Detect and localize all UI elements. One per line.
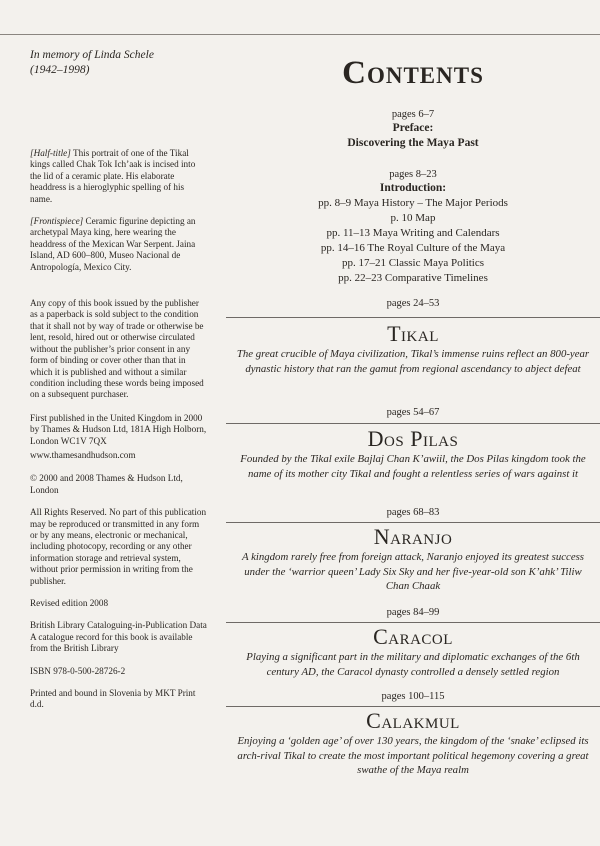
preface-block — [226, 108, 600, 151]
section-pages: pages 100–115 — [381, 691, 445, 702]
intro-item: pp. 17–21 Classic Maya Politics — [341, 257, 485, 269]
copyright-line: © 2000 and 2008 Thames & Hudson Ltd, London — [30, 473, 183, 495]
section-dos-pilas-body — [226, 426, 600, 481]
section-description: Playing a significant part in the military and diplomatic exchanges of the 6th century AD, the Caracol dynasty controlled a densely settled region — [246, 651, 580, 678]
intro-pages: pages 8–23 — [389, 169, 437, 180]
printed-by: Printed and bound in Slovenia by MKT Print d.d. — [30, 688, 196, 710]
intro-item: pp. 14–16 The Royal Culture of the Maya — [320, 242, 506, 254]
section-title: Calakmul — [366, 708, 460, 733]
rights-notice: All Rights Reserved. No part of this publication may be reproduced or transmitted in any form or by any means, electronic or mechanical, including photocopy, recording or any other information storage and retrieval system, without prior permission in writing from the publisher. — [30, 507, 207, 586]
frontispiece-text: Ceramic figurine depicting an archetypal Maya king, here wearing the headdress of the Mexican War Serpent. Jaina Island, AD 600–800, Museo Nacional de Antropología, Mexico City. — [30, 216, 196, 272]
memorial-line-2: (1942–1998) — [30, 64, 90, 76]
half-title-text: This portrait of one of the Tikal kings called Chak Tok Ich’aak is incised into the lid of a ceramic plate. His elaborate headdress is a hieroglyphic spelling of his name. — [30, 148, 196, 204]
copy-notice: Any copy of this book issued by the publisher as a paperback is sold subject to the condition that it shall not by way of trade or otherwise be lent, resold, hired out or otherwise circulated without the publisher’s prior consent in any form of binding or cover other than that in which it is published and without a similar condition including these words being imposed on a subsequent purchaser. — [30, 298, 204, 400]
half-title-label: [Half-title] — [30, 148, 71, 158]
cataloguing-data: British Library Cataloguing-in-Publication Data A catalogue record for this book is available from the British Library — [30, 620, 207, 654]
section-rule — [226, 317, 600, 318]
section-title: Naranjo — [373, 524, 453, 549]
intro-block — [226, 168, 600, 286]
section-rule — [226, 706, 600, 707]
section-pages: pages 54–67 — [386, 407, 440, 418]
section-calakmul-body — [226, 708, 600, 778]
section-title: Dos Pilas — [367, 426, 459, 451]
section-naranjo-body — [226, 524, 600, 594]
revised-edition: Revised edition 2008 — [30, 598, 109, 608]
section-caracol-body — [226, 624, 600, 679]
publisher-website: www.thamesandhudson.com — [30, 449, 136, 460]
section-rule — [226, 522, 600, 523]
intro-item: pp. 8–9 Maya History – The Major Periods — [318, 197, 508, 209]
preface-heading: Preface: — [392, 122, 434, 134]
frontispiece-label: [Frontispiece] — [30, 216, 84, 227]
half-title-note — [30, 148, 208, 205]
section-dos-pilas — [226, 406, 600, 419]
preface-subheading: Discovering the Maya Past — [347, 137, 479, 149]
section-description: Founded by the Tikal exile Bajlaj Chan K’awiil, the Dos Pilas kingdom took the name of its mother city Tikal and fought a relentless series of wars against it — [240, 453, 586, 480]
first-published: First published in the United Kingdom in 2000 by Thames & Hudson Ltd, 181A High Holborn, London WC1V 7QX — [30, 412, 207, 446]
preface-pages: pages 6–7 — [391, 109, 435, 120]
top-rule — [0, 34, 600, 35]
section-rule — [226, 423, 600, 424]
memorial-line-1: In memory of Linda Schele — [30, 49, 154, 61]
section-description: A kingdom rarely free from foreign attack, Naranjo enjoyed its greatest success under the ‘warrior queen’ Lady Six Sky and her five-year-old son K’ahk’ Tiliw Chan Chaak — [241, 551, 585, 592]
section-description: Enjoying a ‘golden age’ of over 130 years, the kingdom of the ‘snake’ eclipsed its arch-rival Tikal to create the most important political hegemony covering a great swathe of the Maya realm — [237, 735, 589, 776]
section-description: The great crucible of Maya civilization, Tikal’s immense ruins reflect an 800-year dynastic history that ran the gamut from regional ascendancy to abject defeat — [236, 348, 590, 375]
intro-item: p. 10 Map — [390, 212, 436, 224]
section-rule — [226, 622, 600, 623]
section-title: Caracol — [373, 624, 453, 649]
section-tikal-body — [226, 321, 600, 376]
section-tikal — [226, 297, 600, 310]
intro-item: pp. 11–13 Maya Writing and Calendars — [326, 227, 500, 239]
section-title: Tikal — [387, 321, 439, 346]
section-pages: pages 24–53 — [386, 298, 440, 309]
imprint-column — [30, 48, 208, 711]
section-naranjo — [226, 506, 600, 519]
intro-heading: Introduction: — [379, 182, 447, 194]
intro-item: pp. 22–23 Comparative Timelines — [338, 272, 488, 284]
isbn: ISBN 978-0-500-28726-2 — [30, 665, 126, 676]
contents-title: Contents — [342, 55, 484, 91]
section-pages: pages 84–99 — [386, 607, 440, 618]
section-pages: pages 68–83 — [386, 507, 440, 518]
section-caracol — [226, 606, 600, 619]
section-calakmul — [226, 690, 600, 703]
frontispiece-note — [30, 216, 208, 273]
